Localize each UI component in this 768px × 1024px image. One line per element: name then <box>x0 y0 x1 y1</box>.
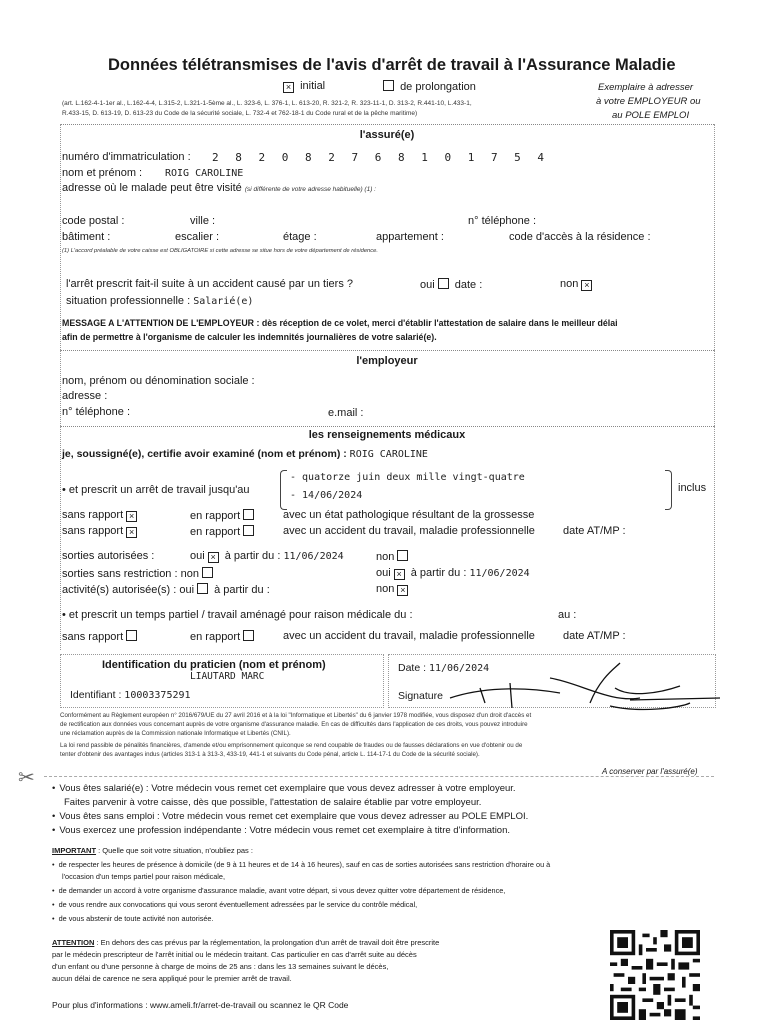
tp-sans-rapport-label: sans rapport <box>62 631 124 643</box>
activite-label: activité(s) autorisée(s) : oui <box>62 584 195 596</box>
atmp-en-rapport-label: en rapport <box>190 526 241 538</box>
sorties-oui-label: oui <box>190 550 205 562</box>
praticien-id-label: Identifiant : <box>70 689 122 701</box>
attention-4: aucun délai de carence ne sera appliqué pour le premier arrêt de travail. <box>52 974 292 983</box>
sorties-label: sorties autorisées : <box>62 550 155 562</box>
certify-label: je, soussigné(e), certifie avoir examiné (nom et prénom) : <box>62 448 347 460</box>
medical-left-border <box>60 426 61 650</box>
employer-phone-label: n° téléphone : <box>62 406 131 418</box>
grossesse-row <box>62 509 140 522</box>
temps-partiel-au: au : <box>558 609 577 621</box>
tp-en-rapport <box>190 630 257 643</box>
accident-non-checkbox[interactable]: × <box>581 280 592 291</box>
instr-salarie: • Vous êtes salarié(e) : Votre médecin vous remet cet exemplaire que vous devez adresser à votre employeur. <box>52 783 516 794</box>
employeur-left-border <box>60 350 61 426</box>
legal-line-3: une réclamation auprès de la Commission nationale Informatique et Libertés (CNIL). <box>60 730 291 737</box>
grossesse-en-rapport-label: en rapport <box>190 510 241 522</box>
address-label-text: adresse où le malade peut être visité <box>62 182 242 194</box>
accident-non-label: non <box>560 278 579 290</box>
legal-refs-2: R.433-15, D. 613-19, D. 613-23 du Code de la sécurité sociale, L. 732-4 et 762-18-1 du Code rural et de la pêche maritime) <box>62 110 418 117</box>
copy-note-1: Exemplaire à adresser <box>598 82 694 93</box>
sorties-a-partir: à partir du : <box>224 550 281 562</box>
date-bracket-left <box>280 470 287 510</box>
prolongation-label: de prolongation <box>400 81 476 93</box>
accident-oui-label: oui <box>420 279 435 291</box>
praticien-id <box>70 689 191 701</box>
accident-non <box>560 278 595 291</box>
legal-line-4: La loi rend passible de pénalités financières, d'amende et/ou emprisonnement quiconque se rend coupable de fraudes ou de fausses déclarations en vue d'obtenir ou de <box>60 742 523 749</box>
instr-salarie-2: Faites parvenir à votre caisse, dès que possible, l'attestation de salaire établie par votre employeur. <box>64 797 482 808</box>
sorties-non-label: non <box>376 551 395 563</box>
accident-oui <box>420 278 482 291</box>
atmp-sans-rapport-checkbox[interactable]: × <box>126 527 137 538</box>
sorties-date: 11/06/2024 <box>283 551 344 562</box>
accident-question: l'arrêt prescrit fait-il suite à un accident causé par un tiers ? <box>66 278 354 290</box>
praticien-id-value: 10003375291 <box>124 690 191 701</box>
situation-label: situation professionnelle : <box>66 295 191 307</box>
accident-oui-checkbox[interactable] <box>438 278 449 289</box>
address-footnote: (1) L'accord préalable de votre caisse est OBLIGATOIRE si cette adresse se situe hors de votre département de résidence. <box>62 248 379 254</box>
attention-line-1 <box>52 938 439 947</box>
important-2: • de demander un accord à votre organisme d'assurance maladie, avant votre départ, si vous devez quitter votre département de résidence, <box>52 886 505 895</box>
grossesse-en-rapport-checkbox[interactable] <box>243 509 254 520</box>
sorties-non <box>376 550 411 563</box>
important-1: • de respecter les heures de présence à domicile (de 9 à 11 heures et de 14 à 16 heures), sauf en cas de sorties autorisées sans restriction d'horaire ou à <box>52 860 550 869</box>
situation <box>66 295 253 307</box>
immat-label: numéro d'immatriculation : <box>62 151 191 163</box>
employer-message: MESSAGE A L'ATTENTION DE L'EMPLOYEUR : dès réception de ce volet, merci d'établir l'attestation de salaire dans le meilleur délai <box>62 318 618 328</box>
activite-oui-checkbox[interactable] <box>197 583 208 594</box>
immat-value: 2 8 2 0 8 2 7 6 8 1 0 1 7 5 4 <box>212 151 550 164</box>
tp-sans-rapport <box>62 630 140 643</box>
scissors-icon: ✂ <box>18 767 35 789</box>
grossesse-sans-rapport: sans rapport <box>62 509 124 521</box>
sans-restriction-a-partir: à partir du : <box>410 567 467 579</box>
sans-restriction-oui-checkbox[interactable]: × <box>394 569 405 580</box>
sans-restriction-date: 11/06/2024 <box>469 568 530 579</box>
employeur-right-border <box>714 350 715 426</box>
important-line <box>52 846 253 855</box>
temps-partiel-label: • et prescrit un temps partiel / travail aménagé pour raison médicale du : <box>62 609 413 621</box>
accident-date-label: date : <box>454 279 483 291</box>
assure-right-border <box>714 124 715 350</box>
name-value: ROIG CAROLINE <box>165 168 244 179</box>
copy-note-2: à votre EMPLOYEUR ou <box>596 96 701 107</box>
atmp-sans-rapport: sans rapport <box>62 525 124 537</box>
signature-mark <box>440 658 730 718</box>
atmp-en-rapport-checkbox[interactable] <box>243 525 254 536</box>
initial-checkbox[interactable]: × <box>283 82 294 93</box>
attention-2: par le médecin prescripteur de l'arrêt initial ou le médecin traitant. Cas particulier en cas d'arrêt suite au décès <box>52 950 417 959</box>
inclus-label: inclus <box>678 482 707 494</box>
city-label: ville : <box>190 215 216 227</box>
praticien-date-label: Date : <box>398 662 427 674</box>
sorties-oui <box>190 550 344 563</box>
medical-right-border <box>714 426 715 650</box>
employer-address-label: adresse : <box>62 390 108 402</box>
tp-en-rapport-checkbox[interactable] <box>243 630 254 641</box>
prolongation-option <box>380 80 476 93</box>
certify-line <box>62 448 428 460</box>
employer-name-label: nom, prénom ou dénomination sociale : <box>62 375 255 387</box>
grossesse-en-rapport <box>190 509 257 522</box>
date-bracket-right <box>665 470 672 510</box>
sans-restriction-oui-label: oui <box>376 567 391 579</box>
grossesse-text: avec un état pathologique résultant de la grossesse <box>283 509 535 521</box>
legal-line-2: de rectification aux données vous concernant auprès de votre organisme d'assurance maladie. En cas de difficultés dans l'application de ces droits, vous pouvez introduire <box>60 721 528 728</box>
instr-independant: • Vous exercez une profession indépendante : Votre médecin vous remet cet exemplaire à titre d'information. <box>52 825 510 836</box>
document-title: Données télétransmises de l'avis d'arrêt de travail à l'Assurance Maladie <box>108 56 676 74</box>
section-assure-title: l'assuré(e) <box>60 124 714 143</box>
sans-restriction-oui <box>376 567 530 580</box>
stairs-label: escalier : <box>175 231 220 243</box>
arret-label: • et prescrit un arrêt de travail jusqu'au <box>62 484 250 496</box>
atmp-date-label: date AT/MP : <box>563 525 626 537</box>
apartment-label: appartement : <box>376 231 444 243</box>
tp-atmp-text: avec un accident du travail, maladie professionnelle <box>283 630 535 642</box>
praticien-name: LIAUTARD MARC <box>190 671 265 682</box>
attention-3: d'un enfant ou d'une personne à charge de moins de 25 ans : dans les 13 semaines suivant le décès, <box>52 962 389 971</box>
legal-line-5: tenter d'obtenir des avantages indus (articles 313-1 à 313-3, 433-19, 441-1 et suivants du Code pénal, article L. 114-17-1 du Code de la sécurité sociale). <box>60 751 480 758</box>
legal-refs-1: (art. L.162-4-1-1er al., L.162-4-4, L.315-2, L.321-1-5ème al., L. 323-6, L. 376-1, L. 613-20, R. 321-2, R. 323-11-1, D. 313-2, R.441-10, L.433-1, <box>62 100 472 107</box>
name-label: nom et prénom : <box>62 167 143 179</box>
date-numeric: - 14/06/2024 <box>290 490 363 501</box>
activite-row <box>62 583 270 596</box>
floor-label: étage : <box>283 231 317 243</box>
postal-label: code postal : <box>62 215 125 227</box>
situation-value: Salarié(e) <box>193 296 254 307</box>
address-label <box>62 182 376 194</box>
sorties-oui-checkbox[interactable]: × <box>208 552 219 563</box>
tp-sans-rapport-checkbox[interactable] <box>126 630 137 641</box>
activite-non <box>376 583 411 596</box>
important-4: • de vous abstenir de toute activité non autorisée. <box>52 914 214 923</box>
qr-code-icon[interactable] <box>610 930 700 1020</box>
sans-restriction-label: sorties sans restriction : non <box>62 568 199 580</box>
grossesse-sans-rapport-checkbox[interactable]: × <box>126 511 137 522</box>
atmp-row <box>62 525 140 538</box>
more-info: Pour plus d'informations : www.ameli.fr/arret-de-travail ou scannez le QR Code <box>52 1000 349 1010</box>
tp-en-rapport-label: en rapport <box>190 631 241 643</box>
initial-option <box>280 80 325 93</box>
copy-note-3: au POLE EMPLOI <box>612 110 690 121</box>
keep-note: A conserver par l'assuré(e) <box>602 767 698 776</box>
section-employeur-title: l'employeur <box>60 350 714 369</box>
instr-sans-emploi: • Vous êtes sans emploi : Votre médecin vous remet cet exemplaire que vous devez adresser au POLE EMPLOI. <box>52 811 528 822</box>
important-1b: l'occasion d'un temps partiel pour raison médicale, <box>62 872 225 881</box>
signature-label: Signature <box>398 690 443 702</box>
tp-date-atmp: date AT/MP : <box>563 630 626 642</box>
sans-restriction-non-checkbox[interactable] <box>202 567 213 578</box>
cut-line <box>44 776 714 777</box>
atmp-en-rapport <box>190 525 257 538</box>
initial-label: initial <box>300 80 326 92</box>
prolongation-checkbox[interactable] <box>383 80 394 91</box>
activite-non-checkbox[interactable]: × <box>397 585 408 596</box>
building-label: bâtiment : <box>62 231 111 243</box>
important-3: • de vous rendre aux convocations qui vous seront éventuellement adressées par le service du contrôle médical, <box>52 900 417 909</box>
certify-value: ROIG CAROLINE <box>349 449 428 460</box>
date-in-words: - quatorze juin deux mille vingt-quatre <box>290 472 525 483</box>
praticien-title: Identification du praticien (nom et prénom) <box>102 659 326 671</box>
important-title: IMPORTANT <box>52 846 97 855</box>
sorties-non-checkbox[interactable] <box>397 550 408 561</box>
employer-message-2: afin de permettre à l'organisme de calculer les indemnités journalières de votre salarié(e). <box>62 332 437 342</box>
attention-title: ATTENTION <box>52 938 95 947</box>
assure-left-border <box>60 124 61 350</box>
activite-a-partir: à partir du : <box>214 584 270 596</box>
activite-non-label: non <box>376 583 395 595</box>
phone-label: n° téléphone : <box>468 215 537 227</box>
sans-restriction-row <box>62 567 216 580</box>
address-note: (si différente de votre adresse habituelle) (1) : <box>244 186 376 193</box>
employer-email-label: e.mail : <box>328 407 364 419</box>
access-code-label: code d'accès à la résidence : <box>509 231 651 243</box>
atmp-text: avec un accident du travail, maladie professionnelle <box>283 525 535 537</box>
praticien-date-value: 11/06/2024 <box>428 663 490 674</box>
legal-line-1: Conformément au Règlement européen n° 2016/679/UE du 27 avril 2016 et à la loi "Informatique et Libertés" du 6 janvier 1978 modifiée, vous disposez d'un droit d'accès et <box>60 712 532 719</box>
section-medical-title: les renseignements médicaux <box>60 426 714 443</box>
attention-1: : En dehors des cas prévus par la réglementation, la prolongation d'un arrêt de travail doit être prescrite <box>94 938 440 947</box>
important-intro: : Quelle que soit votre situation, n'oubliez pas : <box>96 846 253 855</box>
